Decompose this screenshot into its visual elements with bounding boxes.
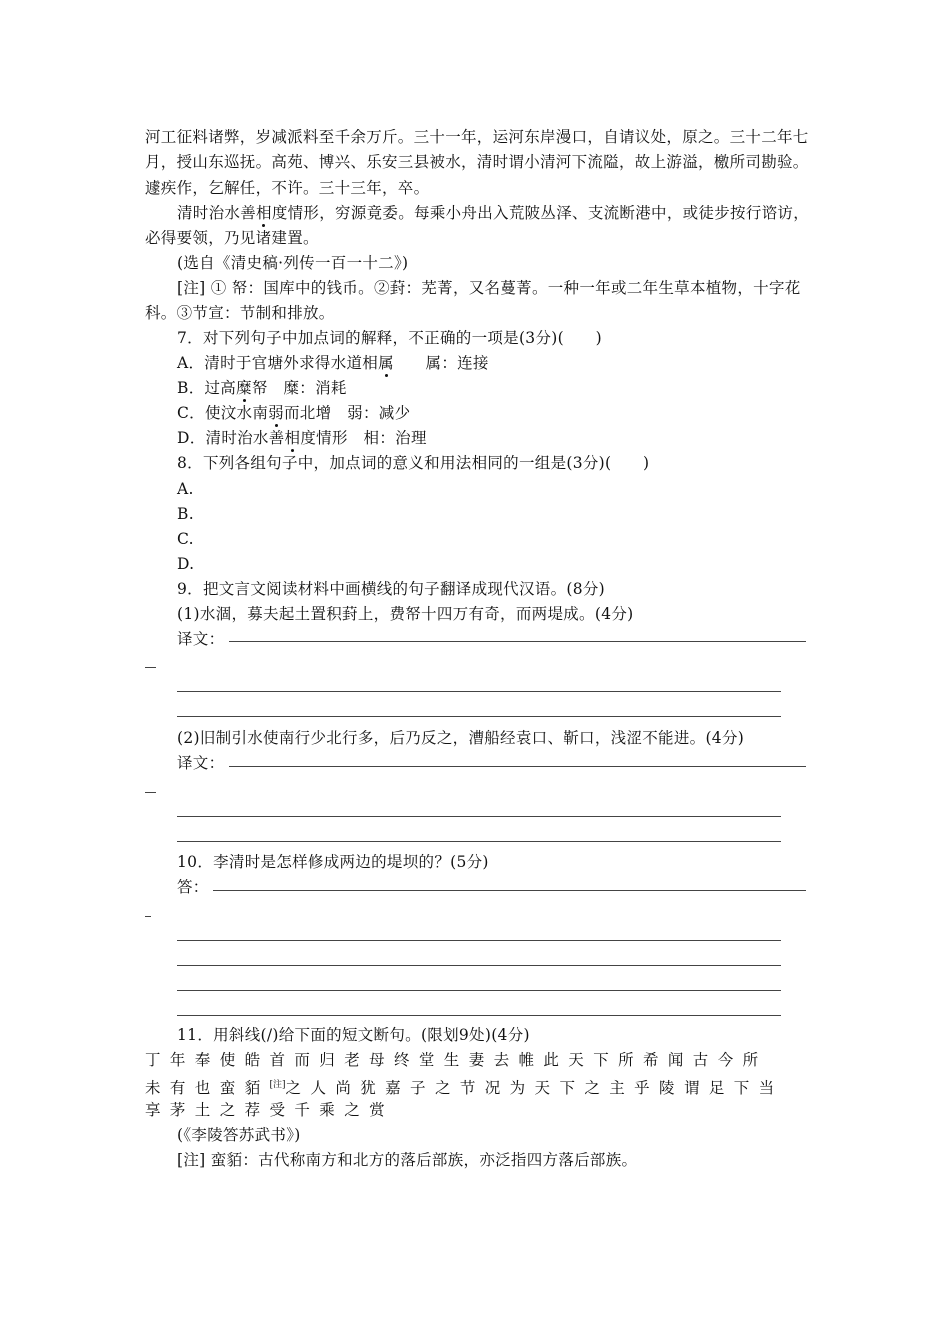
dotted-word: 相 — [256, 204, 272, 222]
question-11-text: 未有也蛮貊[注]之人尚犹嘉子之节况为天下之主乎陵谓足下当 — [145, 1079, 784, 1097]
question-8-option-c: C. — [177, 530, 194, 548]
answer-line[interactable] — [177, 816, 781, 817]
question-11-text: 丁年奉使皓首而归老母终堂生妻去帷此天下所希闻古今所 — [145, 1051, 768, 1069]
dotted-word: 弱 — [268, 404, 284, 422]
answer-line[interactable] — [177, 965, 781, 966]
question-11-note: [注] 蛮貊：古代称南方和北方的落后部族，亦泛指四方落后部族。 — [177, 1151, 638, 1169]
answer-line[interactable] — [229, 766, 806, 767]
answer-line[interactable] — [177, 716, 781, 717]
answer-line[interactable] — [145, 667, 156, 668]
passage-source: (选自《清史稿·列传一百一十二》) — [177, 254, 409, 272]
passage-line: 遽疾作，乞解任，不许。三十三年，卒。 — [145, 179, 430, 197]
question-11-text: 享茅土之荐受千乘之赏 — [145, 1101, 395, 1119]
question-7-option-c: C．使汶水南弱而北增 弱：减少 — [177, 404, 411, 422]
passage-note: [注] ① 帑：国库中的钱币。②葑：芜菁，又名蔓菁。一种一年或二年生草本植物，十字花 — [177, 279, 801, 297]
passage-line: 必得要领，乃见诸建置。 — [145, 229, 319, 247]
answer-label: 答： — [177, 878, 209, 896]
dotted-word: 属 — [378, 354, 394, 372]
passage-line: 河工征料诸弊，岁减派料至千余万斤。三十一年，运河东岸漫口，自请议处，原之。三十二年七 — [145, 128, 809, 146]
answer-line[interactable] — [177, 990, 781, 991]
dotted-word: 糜 — [236, 379, 252, 397]
answer-line[interactable] — [177, 691, 781, 692]
question-11-stem: 11．用斜线(/)给下面的短文断句。(限划9处)(4分) — [177, 1026, 530, 1044]
answer-label: 译文： — [177, 630, 225, 648]
answer-line[interactable] — [229, 641, 806, 642]
question-9-stem: 9．把文言文阅读材料中画横线的句子翻译成现代汉语。(8分) — [177, 580, 606, 598]
answer-line[interactable] — [213, 890, 806, 891]
answer-line[interactable] — [177, 940, 781, 941]
question-10-stem: 10．李清时是怎样修成两边的堤坝的？(5分) — [177, 853, 489, 871]
dotted-word: 相 — [284, 429, 301, 447]
passage-line: 清时治水善相度情形，穷源竟委。每乘小舟出入荒陂丛泽、支流断港中，或徒步按行谘访， — [177, 204, 810, 222]
question-9-sentence-2: (2)旧制引水使南行少北行多，后乃反之，漕船经袁口、靳口，浅涩不能进。(4分) — [177, 729, 745, 747]
question-7-option-d: D．清时治水善相度情形 相：治理 — [177, 429, 427, 447]
question-11-source: (《李陵答苏武书》) — [177, 1126, 301, 1144]
answer-line[interactable] — [145, 792, 156, 793]
answer-line[interactable] — [177, 1015, 781, 1016]
question-8-option-a: A. — [177, 480, 194, 498]
question-8-option-b: B. — [177, 505, 194, 523]
answer-line[interactable] — [145, 916, 151, 917]
question-9-sentence-1: (1)水涸，募夫起土置积葑上，费帑十四万有奇，而两堤成。(4分) — [177, 605, 634, 623]
answer-label: 译文： — [177, 754, 225, 772]
question-7-option-b: B．过高糜帑 糜：消耗 — [177, 379, 347, 397]
question-8-stem: 8．下列各组句子中，加点词的意义和用法相同的一组是(3分)( ) — [177, 454, 650, 472]
passage-line: 月，授山东巡抚。高苑、博兴、乐安三县被水，清时谓小清河下流隘，故上游溢，檄所司勘验。 — [145, 153, 809, 171]
answer-line[interactable] — [177, 841, 781, 842]
note-marker: [注] — [269, 1080, 286, 1090]
question-7-stem: 7．对下列句子中加点词的解释，不正确的一项是(3分)( ) — [177, 329, 602, 347]
question-7-option-a: A．清时于官塘外求得水道相属 属：连接 — [177, 354, 489, 372]
question-8-option-d: D. — [177, 555, 195, 573]
passage-note: 科。③节宣：节制和排放。 — [145, 304, 335, 322]
